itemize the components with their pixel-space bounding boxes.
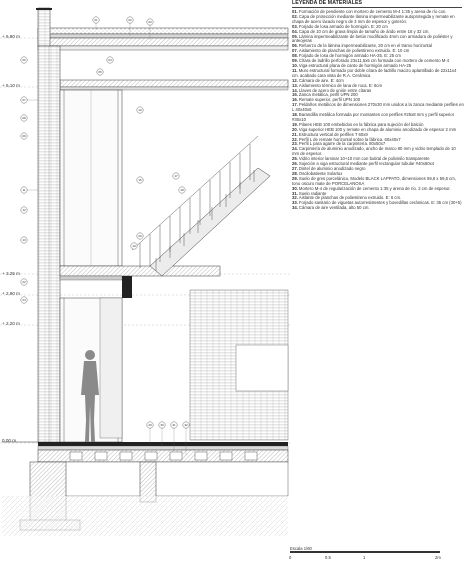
legend-item-text: Muro estructural formado por doble cítara de ladrillo macizo aplantillado de 22x11x4 cm. acabado cara vista de R.A. Cerámica xyxy=(292,67,457,78)
legend-item-text: Mortero M-4 de regularización de cemento 1:35 y arena de río. 2 cm de espesor. xyxy=(298,185,451,191)
legend-item-text: Dintel de aluminio anodizado negro xyxy=(298,166,366,171)
legend-item-text: Perfil L para agarre de la carpintería. 80x50x7 xyxy=(298,141,386,147)
svg-text:03: 03 xyxy=(148,20,152,24)
legend-item-text: Estructura vertical de perfiles T 60x9 xyxy=(298,131,368,137)
legend-item-number: 06. xyxy=(292,43,298,49)
legend-item-text: Zanca metálica, perfil UPN 200 xyxy=(298,92,358,98)
legend-item-text: Capa de 10 cm de grava limpia de tamaño de árido entre 16 y 32 cm. xyxy=(298,28,430,34)
legend-item xyxy=(292,206,464,211)
level-label-690: + 6.90 m xyxy=(2,34,21,39)
legend-item-text: Pilares HEB 100 embebidos en la fábrica para sujeción del balcón xyxy=(298,121,424,127)
scale-label: Escala 1/60 xyxy=(290,546,312,551)
scale-tick: 1 xyxy=(363,555,366,560)
svg-text:15: 15 xyxy=(138,178,142,182)
svg-text:30: 30 xyxy=(160,423,164,427)
svg-text:06: 06 xyxy=(22,58,26,62)
legend-item-number: 05. xyxy=(292,33,298,39)
svg-text:12: 12 xyxy=(22,208,26,212)
legend-item-text: Suelo radiante xyxy=(298,190,327,196)
legend-item-text: Forjado sanitario de viguetas autorresistentes y bovedillas cerámicas. E: 35 cm (30+5) xyxy=(298,200,462,206)
svg-text:02: 02 xyxy=(128,18,132,22)
legend-item-number: 24. xyxy=(292,146,298,152)
svg-text:32: 32 xyxy=(184,423,188,427)
legend-item-text: Carpintería de aluminio anodizado, ancho de marco 80 mm y vidrio templado de 10 mm de espesor. xyxy=(292,146,456,157)
level-label-000: 0.00 m xyxy=(2,438,17,443)
svg-text:01: 01 xyxy=(94,18,98,22)
legend-item-text: Capa de protección mediante lámina impermeabilizante autoprotegida y remate en chapa de acero lacado negro de 3 mm de espesor y goterón. xyxy=(292,13,455,24)
legend-item-text: Barandilla metálica formada por montantes con perfiles #25x8 mm y perfil superior #30x10 xyxy=(292,112,455,122)
legend-item-text: Vidrio interior laminar 10+10 mm con butiral de polivinilo transparente xyxy=(298,156,430,162)
scale-bar xyxy=(288,546,468,561)
legend-item-number: 11. xyxy=(292,67,298,73)
legend-item-text: Aislamiento térmico de lana de roca. E: 6cm xyxy=(298,82,383,88)
svg-text:20: 20 xyxy=(138,234,142,238)
legend-item-number: 31. xyxy=(292,190,298,196)
svg-text:11: 11 xyxy=(22,188,26,192)
interior-opening xyxy=(236,345,288,391)
legend-item-number: 09. xyxy=(292,58,298,64)
legend-item-text: Sujeción a viga estructural mediante perfil rectangular tubular #40x60x4 xyxy=(298,161,435,167)
svg-text:29: 29 xyxy=(148,423,152,427)
legend-item-number: 16. xyxy=(292,97,298,103)
level-label-325: + 3.25 m xyxy=(2,271,21,276)
legend-item-number: 22. xyxy=(292,136,298,142)
level-label-290: + 2.90 m xyxy=(2,291,21,296)
svg-text:18: 18 xyxy=(180,188,184,192)
legend-item-text: Viga superior HEB 100 y remate en chapa de aluminio anodizado de espesor 2 mm xyxy=(298,126,457,132)
legend-item-number: 34. xyxy=(292,205,298,211)
legend-item-text: Aislante de planchas de poliestireno extruido. E: 6 cm. xyxy=(298,195,402,201)
legend-item-text: Lámina impermeabilizante de betún modificado 4mm con armadura de poliéster y anteojeras xyxy=(292,33,453,44)
legend-item-number: 23. xyxy=(292,141,298,147)
legend-item-text: Suelo de gres porcelánico, Modelo BLACK LAPPATO, dimensiones 59,6 x 59,6 cm, tono oscuro mate de PORCELANOSA xyxy=(292,175,457,186)
svg-text:31: 31 xyxy=(172,423,176,427)
svg-text:13: 13 xyxy=(22,238,26,242)
legend-item-text: Perfil L de remate horizontal sobre la fábrica. 60x40x7 xyxy=(298,136,401,142)
level-label-610: + 6.10 m xyxy=(2,83,21,88)
legend-title: LEYENDA DE MATERIALES xyxy=(292,0,462,8)
legend-item-text: Forjado de losa armado de hormigón. E: 20 cm xyxy=(298,23,388,29)
scale-bar-graphic xyxy=(290,551,440,553)
legend-item-text: Viga estructural plana de canto de hormigón armado HA-25 xyxy=(298,62,412,68)
svg-text:04: 04 xyxy=(108,58,112,62)
staircase xyxy=(132,136,270,276)
first-floor-slab xyxy=(60,80,288,90)
legend-item-text: Forjado de losa de hormigón armado HA-25. E: 25 cm xyxy=(298,53,401,59)
legend-item-number: 29. xyxy=(292,175,298,181)
legend-item-text: Formación de pendiente con mortero de cemento M-4 1:35 y arena de río con. xyxy=(298,9,447,14)
exterior-wall xyxy=(38,46,60,442)
legend-item-text: Aislamiento de planchas de poliestireno extruido. E: 10 cm xyxy=(298,48,410,54)
legend-item-number: 13. xyxy=(292,82,298,88)
legend-item-text: Cámara de aire ventilada, alto 50 cm. xyxy=(298,205,370,211)
legend-item-number: 14. xyxy=(292,87,298,93)
legend-item-number: 02. xyxy=(292,13,298,19)
legend-item-number: 28. xyxy=(292,170,298,176)
legend-item-text: Llaves de acero de unión entre cítaras xyxy=(298,87,372,93)
legend-item-number: 12. xyxy=(292,77,298,83)
legend-item-number: 30. xyxy=(292,185,298,191)
scale-tick: 2m xyxy=(435,555,441,560)
legend-item-text: Oscilobatiente Solarlux xyxy=(298,170,343,176)
legend-item-text: Cámara de aire. E: 4cm xyxy=(298,77,344,83)
legend-item-number: 03. xyxy=(292,23,298,29)
svg-text:09: 09 xyxy=(22,134,26,138)
svg-text:10: 10 xyxy=(138,108,142,112)
scale-tick: 0 xyxy=(289,555,292,560)
legend-item-number: 20. xyxy=(292,126,298,132)
legend-item-text: Cítara de ladrillo perforado 23x11,5x5 cm formada con mortero de cemento M-4 xyxy=(298,58,450,64)
legend-item-number: 27. xyxy=(292,166,298,171)
legend-item-number: 32. xyxy=(292,195,298,201)
legend-item-number: 10. xyxy=(292,62,298,68)
legend-item-number: 07. xyxy=(292,48,298,54)
svg-text:05: 05 xyxy=(98,70,102,74)
legend-item-text: Remate superior, perfil UPN 100 xyxy=(298,97,361,103)
svg-text:19: 19 xyxy=(132,244,136,248)
legend-item-number: 04. xyxy=(292,28,298,34)
legend-item-number: 01. xyxy=(292,9,298,14)
svg-text:22: 22 xyxy=(22,280,26,284)
svg-text:08: 08 xyxy=(22,116,26,120)
ground-floor-slab xyxy=(38,442,288,462)
scale-tick: 0.5 xyxy=(325,555,331,560)
legend-item-number: 08. xyxy=(292,53,298,59)
legend-item-text: Peldaños metálicos de dimensiones 270x30 mm unidos a la zanca mediante perfiles en L 40x40x5 xyxy=(292,102,464,113)
roof-assembly xyxy=(36,8,288,50)
legend-item-number: 17. xyxy=(292,102,298,108)
legend-item-number: 18. xyxy=(292,112,298,118)
svg-text:07: 07 xyxy=(22,98,26,102)
legend-item-number: 26. xyxy=(292,161,298,167)
svg-text:24: 24 xyxy=(22,298,26,302)
legend-item-number: 19. xyxy=(292,121,298,127)
legend-item-text: Refuerzo de la lámina impermeabilizante, 20 cm en el tramo horizontal xyxy=(298,43,432,49)
materials-legend xyxy=(290,0,468,545)
upper-window xyxy=(60,90,122,266)
svg-text:17: 17 xyxy=(174,174,178,178)
level-label-220: + 2.20 m xyxy=(2,321,21,326)
legend-items xyxy=(292,10,464,211)
legend-item-number: 33. xyxy=(292,200,298,206)
legend-item-number: 15. xyxy=(292,92,298,98)
legend-item-number: 21. xyxy=(292,131,298,137)
legend-item-number: 25. xyxy=(292,156,298,162)
